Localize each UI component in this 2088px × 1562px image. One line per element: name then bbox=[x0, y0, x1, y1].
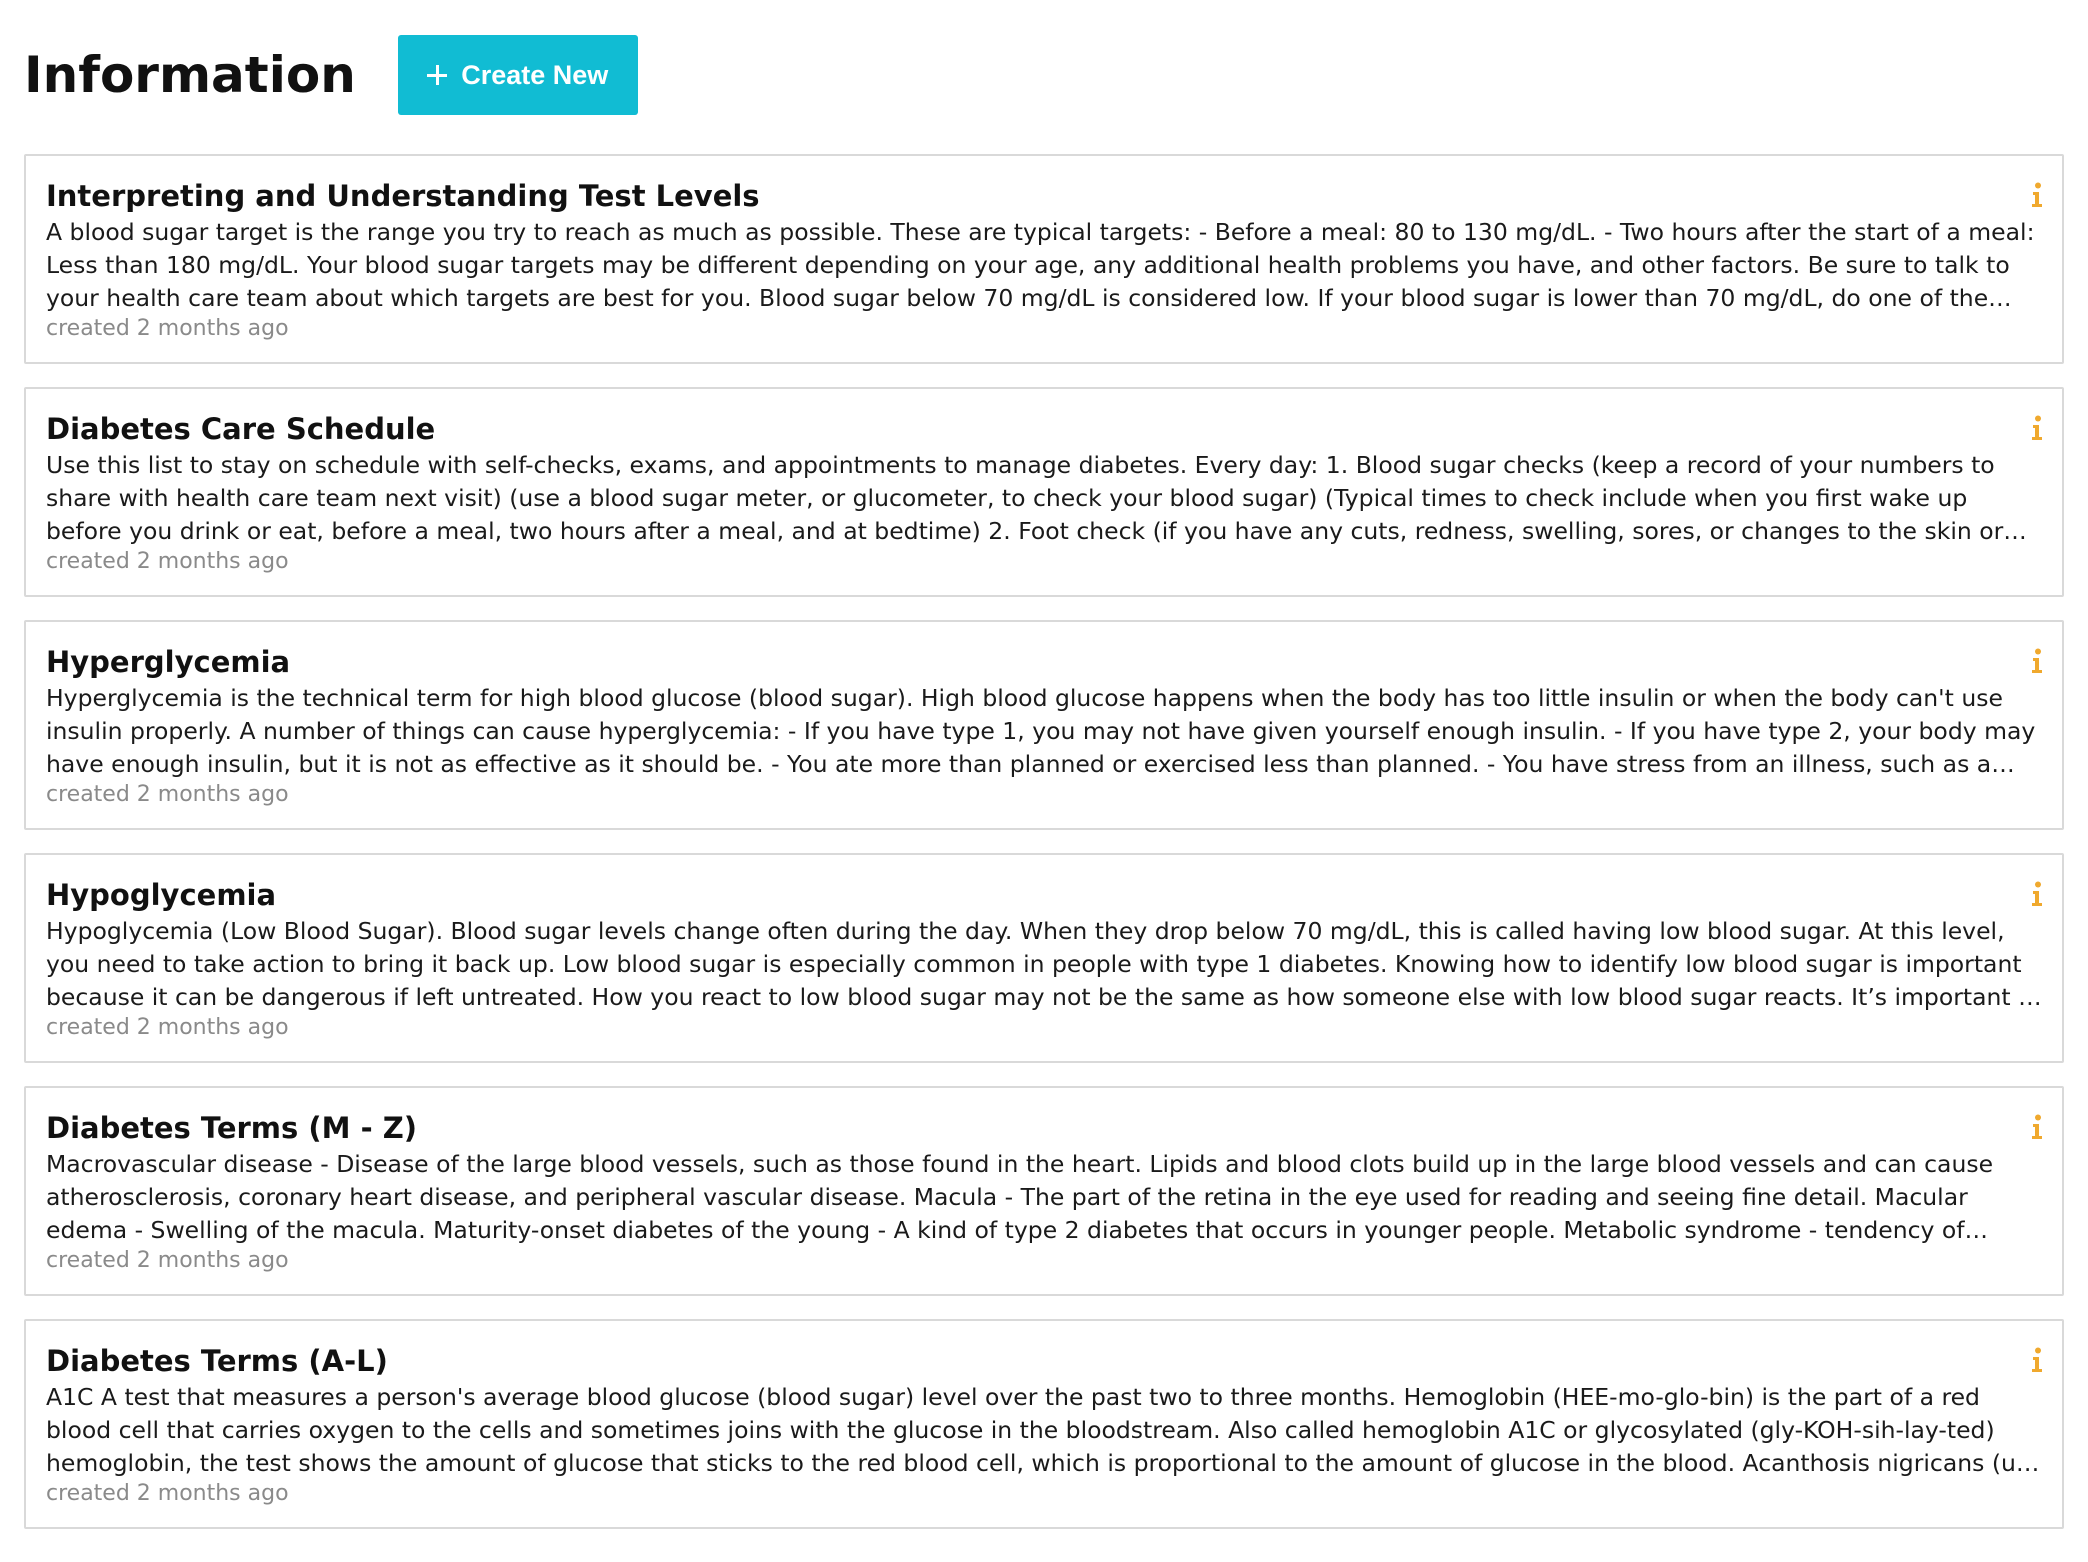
list-item[interactable] bbox=[24, 387, 2064, 597]
list-item[interactable] bbox=[24, 620, 2064, 830]
item-body: Macrovascular disease - Disease of the large blood vessels, such as those found in the heart. Lipids and blood clots build up in the large blood vessels and can cause atherosclerosis, coronary heart disease, and peripheral vascular disease. Macula - The part of the retina in the eye used for reading and seeing fine detail. Macular edema - Swelling of the macula. Maturity-onset diabetes of the young - A kind of type 2 diabetes that occurs in younger people. Metabolic syndrome - tendency of bbox=[46, 1150, 1994, 1244]
info-icon[interactable] bbox=[2030, 415, 2044, 441]
item-created-date: created 2 months ago bbox=[46, 1481, 289, 1506]
item-title[interactable]: Hypoglycemia bbox=[46, 878, 277, 912]
item-title[interactable]: Diabetes Care Schedule bbox=[46, 412, 436, 446]
item-created-date: created 2 months ago bbox=[46, 1248, 289, 1273]
list-item[interactable] bbox=[24, 154, 2064, 364]
item-body: Hyperglycemia is the technical term for high blood glucose (blood sugar). High blood glucose happens when the body has too little insulin or when the body can't use insulin properly. A number of things can cause hyperglycemia: - If you have type 1, you may not have given yourself enough insulin. - If you have type 2, your body may have enough insulin, but it is not as effective as it should be. - You ate more than planned or exercised less than planned. - You have stress from an illness, such as a bbox=[46, 684, 2036, 778]
list-item[interactable] bbox=[24, 1086, 2064, 1296]
item-body: Hypoglycemia (Low Blood Sugar). Blood sugar levels change often during the day. When they drop below 70 mg/dL, this is called having low blood sugar. At this level, you need to take action to bring it back up. Low blood sugar is especially common in people with type 1 diabetes. Knowing how to identify low blood sugar is important because it can be dangerous if left untreated. How you react to low blood sugar may not be the same as how someone else with low blood sugar reacts. It’s important to bbox=[46, 917, 2042, 1011]
plus-icon bbox=[427, 65, 447, 85]
item-title[interactable]: Diabetes Terms (M - Z) bbox=[46, 1111, 417, 1145]
info-icon[interactable] bbox=[2030, 1114, 2044, 1140]
page-header bbox=[24, 0, 2064, 150]
information-list bbox=[24, 154, 2064, 1529]
item-body: A1C A test that measures a person's average blood glucose (blood sugar) level over the past two to three months. Hemoglobin (HEE-mo-glo-bin) is the part of a red blood cell that carries oxygen to the cells and sometimes joins with the glucose in the bloodstream. Also called hemoglobin A1C or glycosylated (gly-KOH-sih-lay-ted) hemoglobin, the test shows the amount of glucose that sticks to the red blood cell, which is proportional to the amount of glucose in the blood. Acanthosis nigricans (uh- bbox=[46, 1383, 2040, 1477]
info-icon[interactable] bbox=[2030, 881, 2044, 907]
item-created-date: created 2 months ago bbox=[46, 549, 289, 574]
item-title[interactable]: Hyperglycemia bbox=[46, 645, 291, 679]
list-item[interactable] bbox=[24, 1319, 2064, 1529]
item-body: A blood sugar target is the range you try to reach as much as possible. These are typical targets: - Before a meal: 80 to 130 mg/dL. - Two hours after the start of a meal: Less than 180 mg/dL. Your blood sugar targets may be different depending on your age, any additional health problems you have, and other factors. Be sure to talk to your health care team about which targets are best for you. Blood sugar below 70 mg/dL is considered low. If your blood sugar is lower than 70 mg/dL, do one of the bbox=[46, 218, 2035, 312]
page-title: Information bbox=[24, 46, 356, 104]
info-icon[interactable] bbox=[2030, 182, 2044, 208]
info-icon[interactable] bbox=[2030, 648, 2044, 674]
item-created-date: created 2 months ago bbox=[46, 1015, 289, 1040]
info-icon[interactable] bbox=[2030, 1347, 2044, 1373]
item-title[interactable]: Diabetes Terms (A-L) bbox=[46, 1344, 388, 1378]
item-body: Use this list to stay on schedule with self-checks, exams, and appointments to manage diabetes. Every day: 1. Blood sugar checks (keep a record of your numbers to share with health care team next visit) (use a blood sugar meter, or glucometer, to check your blood sugar) (Typical times to check include when you first wake up before you drink or eat, before a meal, two hours after a meal, and at bedtime) 2. Foot check (if you have any cuts, redness, swelling, sores, or changes to the skin or bbox=[46, 451, 2004, 545]
item-created-date: created 2 months ago bbox=[46, 782, 289, 807]
create-new-button[interactable] bbox=[398, 35, 638, 115]
create-new-label: Create New bbox=[461, 59, 609, 90]
item-title[interactable]: Interpreting and Understanding Test Levels bbox=[46, 179, 760, 213]
list-item[interactable] bbox=[24, 853, 2064, 1063]
item-created-date: created 2 months ago bbox=[46, 316, 289, 341]
